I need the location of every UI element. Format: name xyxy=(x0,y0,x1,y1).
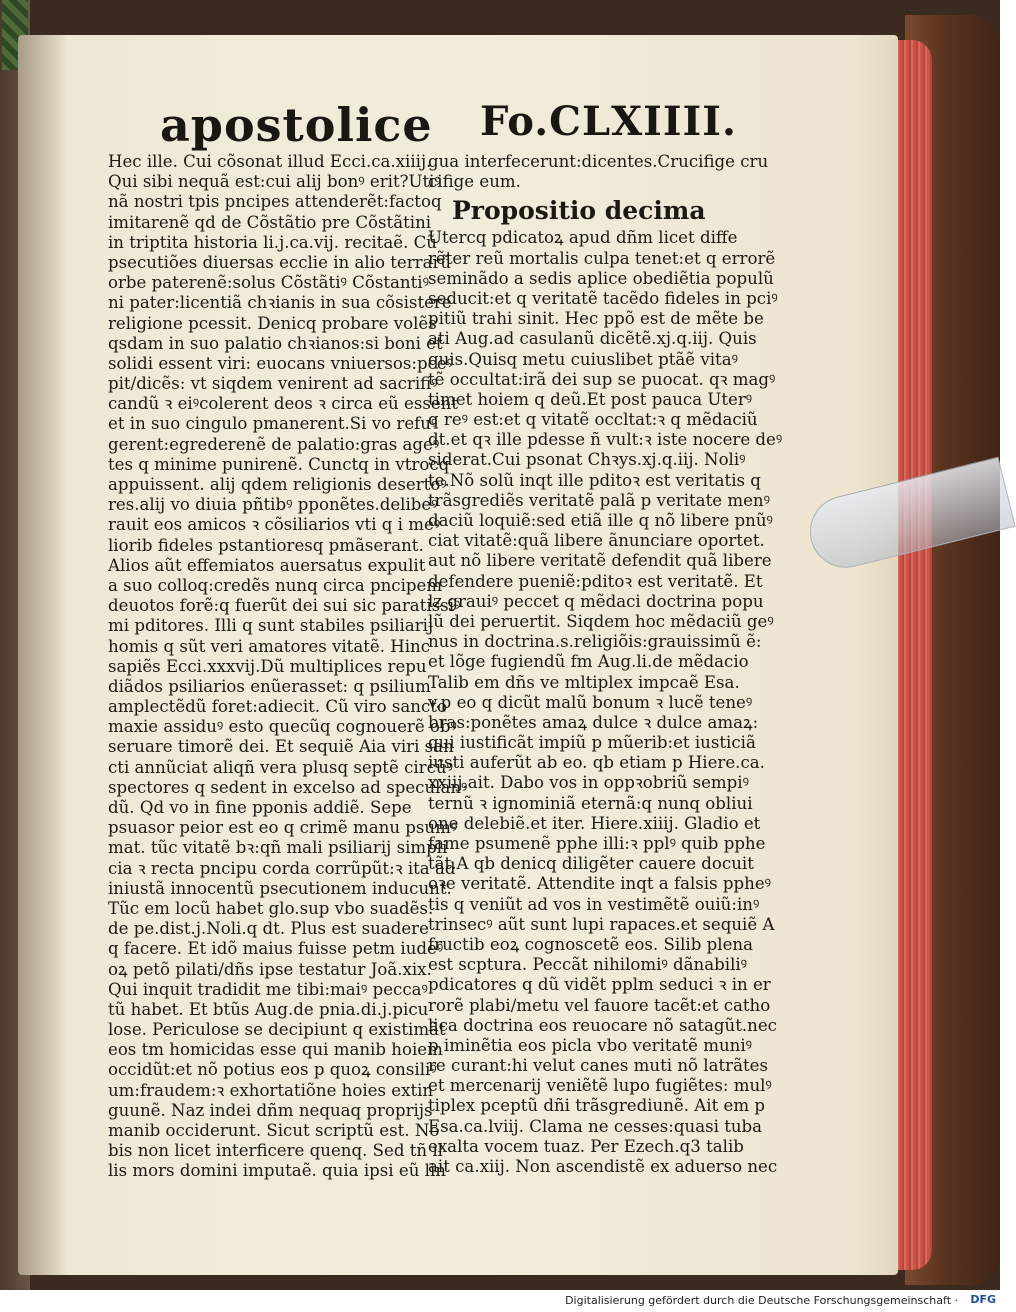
text-line: um:fraudem:ꝛ exhortatiõne hoies extin xyxy=(108,1080,434,1100)
red-page-edge xyxy=(892,40,932,1270)
text-line: seducit:et q veritatẽ tacẽdo fideles in pciꝰ xyxy=(428,288,778,308)
text-line: manib occiderunt. Sicut scriptũ est. No xyxy=(108,1121,440,1140)
text-line: solidi essent viri: euocans vniuersos:pceꝰ xyxy=(108,353,454,373)
text-line: daciũ loquiẽ:sed etiã ille q nõ libere pnũꝰ xyxy=(428,511,773,530)
text-line: iniustã innocentũ psecutionem inducunt. xyxy=(108,878,452,898)
text-line: rauit eos amicos ꝛ cõsiliarios vti q i meꝰ xyxy=(108,515,441,535)
text-line: nã nostri tpis pncipes attenderẽt:factoq xyxy=(108,192,442,212)
running-title: apostolice xyxy=(160,98,433,152)
dfg-logo: DFG xyxy=(970,1293,996,1306)
text-line: ternũ ꝛ ignominiã eternã:q nunq obliui xyxy=(428,793,753,813)
text-line: te.Nõ solũ inqt ille pditoꝛ est veritatis q xyxy=(428,470,761,490)
text-line: lz grauiꝰ peccet q mẽdaci doctrina popu xyxy=(428,591,764,611)
funding-credit: Digitalisierung gefördert durch die Deutsche Forschungsgemeinschaft · xyxy=(565,1294,958,1307)
text-line: bras:ponẽtes amaꝝ dulce ꝛ dulce amaꝝ: xyxy=(428,712,759,732)
text-line: timet hoiem q deũ.Et post pauca Uterꝰ xyxy=(428,389,753,409)
text-line: occidũt:et nõ potius eos p quoꝝ consiliꝰ xyxy=(108,1060,437,1080)
text-line: oꝝ petõ pilati/dñs ipse testatur Joã.xix. xyxy=(108,959,432,979)
text-line: ait ca.xiij. Non ascendistẽ ex aduerso nec xyxy=(428,1157,778,1176)
text-line: seminãdo a sedis aplice obediẽtia populũ xyxy=(428,268,774,288)
text-line: de pe.dist.j.Noli.q dt. Plus est suadere xyxy=(108,919,429,939)
text-line: psuasor peior est eo q crimẽ manu psumꝰ xyxy=(108,818,458,838)
text-line: seruare timorẽ dei. Et sequiẽ Aia viri san xyxy=(108,737,454,757)
text-line: q reꝰ est:et q vitatẽ occltat:ꝛ q mẽdaciũ xyxy=(428,410,758,430)
text-line: lose. Periculose se decipiunt q existimãt xyxy=(108,1020,446,1040)
text-line: pitiũ trahi sinit. Hec ppõ est de mẽte be xyxy=(428,309,764,329)
text-line: tũ habet. Et btũs Aug.de pnia.di.j.picu xyxy=(108,999,429,1019)
footer-bar xyxy=(0,1290,1000,1312)
text-line: guunẽ. Naz indei dñm nequaq proprijs xyxy=(108,1100,433,1120)
text-line: tẽ occultat:irã dei sup se puocat. qꝛ magꝰ xyxy=(428,369,776,389)
text-line: xxiij.ait. Dabo vos in oppꝛobriũ sempiꝰ xyxy=(428,773,749,793)
text-line: one delebiẽ.et iter. Hiere.xiiij. Gladio et xyxy=(428,813,761,833)
text-line: defendere pueniẽ:pditoꝛ est veritatẽ. Et xyxy=(428,571,763,591)
text-line: et mercenarij veniẽtẽ lupo fugiẽtes: mulꝰ xyxy=(428,1076,772,1096)
text-line: sapiẽs Ecci.xxxvij.Dũ multiplices repu xyxy=(108,656,427,676)
right-text-column xyxy=(428,152,783,1177)
text-line: in triptita historia li.j.ca.vij. recitaẽ. Cũ xyxy=(108,232,437,252)
text-line: p iminẽtia eos picla vbo veritatẽ muniꝰ xyxy=(428,1035,752,1055)
text-line: religione pcessit. Denicq probare volẽs xyxy=(108,313,437,333)
text-line: appuissent. alij qdem religionis desertoꝰ xyxy=(108,475,447,494)
text-line: Tũc em locũ habet glo.sup vbo suadẽs. xyxy=(108,898,434,918)
text-line: amplectẽdũ foret:adiecit. Cũ viro sancto xyxy=(108,697,447,717)
text-line: Qui inquit tradidit me tibi:maiꝰ peccaꝰ xyxy=(108,979,428,999)
text-line: candũ ꝛ eiꝰcolerent deos ꝛ circa eũ essent xyxy=(108,394,459,414)
text-line: nus in doctrina.s.religiõis:grauissimũ ẽ: xyxy=(428,632,762,652)
text-line: cia ꝛ recta pncipu corda corrũpũt:ꝛ ita ad xyxy=(108,858,456,878)
text-line: pit/dicẽs: vt siqdem venirent ad sacrifiꝰ xyxy=(108,374,438,394)
text-line: qsdam in suo palatio chꝛianos:si boni et xyxy=(108,333,443,353)
text-line: dũ. Qd vo in fine pponis addiẽ. Sepe xyxy=(108,798,412,817)
text-line: et in suo cingulo pmanerent.Si vo refuꝰ xyxy=(108,414,438,434)
text-line: a suo colloq:credẽs nunq circa pncipem xyxy=(108,575,443,595)
text-line: iusti auferũt ab eo. qb etiam p Hiere.ca. xyxy=(428,753,765,773)
text-line: bis non licet interficere quenq. Sed tñ il xyxy=(108,1141,443,1161)
text-line: Alios aũt effemiatos auersatus expulit xyxy=(108,555,426,575)
text-line: tis q veniũt ad vos in vestimẽtẽ ouiũ:inꝰ xyxy=(428,894,760,914)
text-line: mat. tũc vitatẽ bꝛ:qñ mali psiliarij simpli xyxy=(108,838,448,858)
text-line: tes q minime punirenẽ. Cunctq in vtrocq xyxy=(108,454,450,474)
text-line: qui iustificãt impiũ p mũerib:et iusticiã xyxy=(428,733,756,753)
folio-number: Fo.CLXIIII. xyxy=(480,98,737,145)
text-line: homis q sũt veri amatores vitatẽ. Hinc xyxy=(108,636,431,656)
text-line: tãt.A qb denicq diligẽter cauere docuit xyxy=(428,854,754,874)
text-line: Hec ille. Cui cõsonat illud Ecci.ca.xiiij. xyxy=(108,152,432,171)
text-line: cifige eum. xyxy=(428,172,521,192)
text-line: diãdos psiliarios enũerasset: q psilium xyxy=(108,676,431,696)
text-line: et lõge fugiendũ fm Aug.li.de mẽdacio xyxy=(428,652,749,672)
text-line: ciat vitatẽ:quã libere ãnunciare oportet. xyxy=(428,531,765,551)
text-line: mi pditores. Illi q sunt stabiles psiliarij xyxy=(108,616,434,636)
text-line: aut nõ libere veritatẽ defendit quã libere xyxy=(428,551,772,571)
text-line: Talib em dñs ve mltiplex impcaẽ Esa. xyxy=(428,672,740,692)
text-line: psecutiões diuersas ecclie in alio terrarũ xyxy=(108,252,452,272)
text-line: eos tm homicidas esse qui manib hoiem xyxy=(108,1040,443,1060)
text-line: trinsecꝰ aũt sunt lupi rapaces.et sequiẽ A xyxy=(428,914,775,934)
text-line: maxie assiduꝰ esto quecũq cognouerẽ obꝰ xyxy=(108,717,457,737)
text-line: q facere. Et idõ maius fuisse petm iudeꝰ xyxy=(108,939,444,959)
text-line: est scptura. Peccãt nihilomiꝰ dãnabiliꝰ xyxy=(428,955,748,975)
section-heading: Propositio decima xyxy=(452,196,706,226)
left-text-column xyxy=(108,152,468,1182)
gutter-shadow xyxy=(18,35,68,1275)
text-line: ati Aug.ad casulanũ dicẽtẽ.xj.q.iij. Quis xyxy=(428,329,757,349)
text-line: siderat.Cui psonat Chꝛys.xj.q.iij. Noliꝰ xyxy=(428,450,746,470)
text-line: pdicatores q dũ vidẽt pplm seduci ꝛ in er xyxy=(428,975,771,995)
text-line: Qui sibi nequã est:cui alij bonꝰ erit?Utiꝰ xyxy=(108,172,441,192)
text-line: re curant:hi velut canes muti nõ latrãtes xyxy=(428,1056,768,1076)
text-line: quis.Quisq metu cuiuslibet ptãẽ vitaꝰ xyxy=(428,349,738,369)
text-line: ni pater:licentiã chꝛianis in sua cõsistere xyxy=(108,293,452,313)
text-line: Utercq pdicatoꝝ apud dñm licet diffe xyxy=(428,228,738,248)
text-line: dt.et qꝛ ille pdesse ñ vult:ꝛ iste nocere deꝰ xyxy=(428,430,783,450)
right-column-body xyxy=(428,228,783,1177)
text-line: res.alij vo diuia pñtibꝰ pponẽtes.delibeꝰ xyxy=(108,495,438,515)
text-line: rorẽ plabi/metu vel fauore tacẽt:et catho xyxy=(428,995,771,1015)
text-line: liorib fideles pstantioresq pmãserant. xyxy=(108,535,424,555)
text-line: Esa.ca.lviij. Clama ne cesses:quasi tuba xyxy=(428,1116,763,1136)
text-line: lis mors domini imputaẽ. quia ipsi eũ lin xyxy=(108,1161,446,1181)
text-line: orbe paterenẽ:solus Cõstãtiꝰ Cõstantiꝰ xyxy=(108,273,429,293)
text-line: tiplex pceptũ dñi trãsgrediunẽ. Ait em p xyxy=(428,1096,765,1116)
text-line: spectores q sedent in excelso ad speculanꝰ xyxy=(108,777,468,797)
text-line: v.p eo q dicũt malũ bonum ꝛ lucẽ teneꝰ xyxy=(428,692,753,712)
text-line: lũ dei peruertit. Siqdem hoc mẽdaciũ geꝰ xyxy=(428,611,774,631)
text-line: rẽter reũ mortalis culpa tenet:et q errorẽ xyxy=(428,248,776,268)
text-line: oꝛe veritatẽ. Attendite inqt a falsis ppheꝰ xyxy=(428,874,771,894)
text-line: lica doctrina eos reuocare nõ satagũt.nec xyxy=(428,1015,777,1035)
text-line: trãsgrediẽs veritatẽ palã p veritate menꝰ xyxy=(428,490,770,510)
text-line: fame psumenẽ pphe illi:ꝛ pplꝰ quib pphe xyxy=(428,834,766,853)
text-line: gerent:egrederenẽ de palatio:gras ageꝰ xyxy=(108,434,440,454)
text-line: cti annũciat aliqñ vera plusq septẽ circũꝰ xyxy=(108,757,453,777)
text-line: deuotos forẽ:q fuerũt dei sui sic paratissiꝰ xyxy=(108,596,461,616)
text-line: exalta vocem tuaz. Per Ezech.q3 talib xyxy=(428,1136,744,1156)
text-line: fructib eoꝝ cognoscetẽ eos. Silib plena xyxy=(428,934,753,954)
text-line: gua interfecerunt:dicentes.Crucifige cru xyxy=(428,152,769,171)
text-line: imitarenẽ qd de Cõstãtio pre Cõstãtini xyxy=(108,212,432,232)
